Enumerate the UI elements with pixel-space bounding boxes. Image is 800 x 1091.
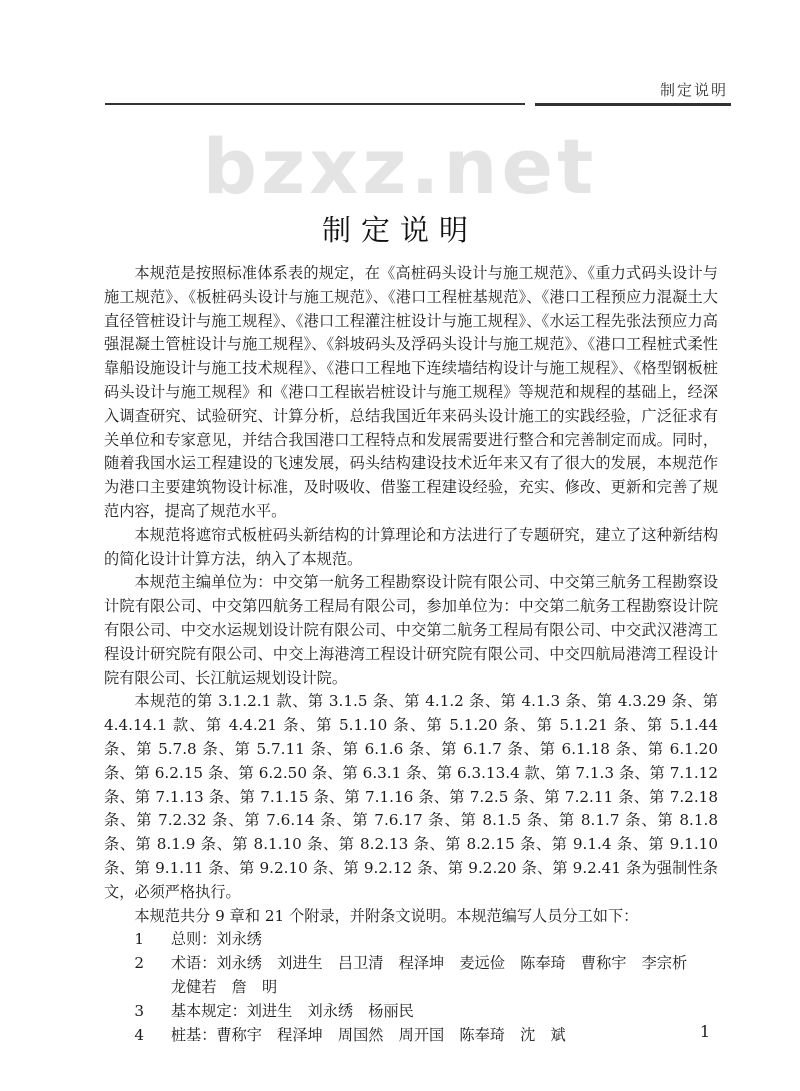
- staff-names: 总则：刘永绣: [170, 930, 262, 949]
- watermark: bzxz.net: [202, 122, 598, 211]
- paragraph-background: 本规范是按照标准体系表的规定，在《高桩码头设计与施工规范》、《重力式码头设计与施工规范》、《板桩码头设计与施工规范》、《港口工程桩基规范》、《港口工程预应力混凝土大直径管桩设计与施工规程》、《港口工程灌注桩设计与施工规程》、《水运工程先张法预应力高强混凝土管桩设计与施工规程》、《斜坡码头及浮码头设计与施工规范》、《港口工程桩式柔性靠船设施设计与施工技术规程》、《港口工程地下连续墙结构设计与施工规程》、《格型钢板桩码头设计与施工规程》和《港口工程嵌岩桩设计与施工规程》等规范和规程的基础上，经深入调查研究、试验研究、计算分析，总结我国近年来码头设计施工的实践经验，广泛征求有关单位和专家意见，并结合我国港口工程特点和发展需要进行整合和完善制定而成。同时，随着我国水运工程建设的飞速发展，码头结构建设技术近年来又有了很大的发展，本规范作为港口主要建筑物设计标准，及时吸收、借鉴工程建设经验，充实、修改、更新和完善了规范内容，提高了规范水平。: [104, 264, 718, 520]
- staff-item: [104, 1000, 718, 1024]
- paragraph-structure: 本规范共分 9 章和 21 个附录，并附条文说明。本规范编写人员分工如下：: [134, 906, 639, 925]
- running-head: 制定说明: [659, 81, 728, 99]
- staff-names-continued: 龙健若 詹 明: [170, 977, 278, 996]
- staff-names: 桩基：曹称宇 程泽坤 周国然 周开国 陈奉琦 沈 斌: [170, 1025, 566, 1044]
- paragraph-new-structure: 本规范将遮帘式板桩码头新结构的计算理论和方法进行了专题研究，建立了这种新结构的简化设计计算方法，纳入了本规范。: [104, 525, 718, 568]
- staff-names: 术语：刘永绣 刘进生 吕卫清 程泽坤 麦远俭 陈奉琦 曹称宇 李宗析: [170, 954, 688, 973]
- staff-list: [104, 928, 718, 1047]
- staff-number: 4: [134, 1025, 145, 1044]
- staff-number: 2: [134, 954, 145, 973]
- staff-number: 1: [134, 930, 145, 949]
- staff-number: 3: [134, 1001, 145, 1020]
- staff-item: [104, 928, 718, 952]
- header-rule: [105, 103, 525, 105]
- staff-item: [104, 952, 718, 976]
- paragraph-editors: 本规范主编单位为：中交第一航务工程勘察设计院有限公司、中交第三航务工程勘察设计院有限公司、中交第四航务工程局有限公司，参加单位为：中交第二航务工程勘察设计院有限公司、中交水运规划设计院有限公司、中交第二航务工程局有限公司、中交武汉港湾工程设计研究院有限公司、中交上海港湾工程设计研究院有限公司、中交四航局港湾工程设计院有限公司、长江航运规划设计院。: [104, 573, 718, 687]
- page-number: 1: [699, 1022, 710, 1041]
- header-rule-thick: [535, 103, 731, 106]
- body-text: [104, 262, 718, 1047]
- page-title: 制定说明: [321, 213, 478, 247]
- paragraph-mandatory-clauses: 本规范的第 3.1.2.1 款、第 3.1.5 条、第 4.1.2 条、第 4.1.3 条、第 4.3.29 条、第 4.4.14.1 款、第 4.4.21 条、第 5.1.10 条、第 5.1.20 条、第 5.1.21 条、第 5.1.44 条、第 5.7.8 条、第 5.7.11 条、第 6.1.6 条、第 6.1.7 条、第 6.1.18 条、第 6.1.20 条、第 6.2.15 条、第 6.2.50 条、第 6.3.1 条、第 6.3.13.4 款、第 7.1.3 条、第 7.1.12 条、第 7.1.13 条、第 7.1.15 条、第 7.1.16 条、第 7.2.5 条、第 7.2.11 条、第 7.2.18 条、第 7.2.32 条、第 7.6.14 条、第 7.6.17 条、第 8.1.5 条、第 8.1.7 条、第 8.1.8 条、第 8.1.9 条、第 8.1.10 条、第 8.2.13 条、第 8.2.15 条、第 9.1.4 条、第 9.1.10 条、第 9.1.11 条、第 9.2.10 条、第 9.2.12 条、第 9.2.20 条、第 9.2.41 条为强制性条文，必须严格执行。: [104, 692, 718, 901]
- staff-names: 基本规定：刘进生 刘永绣 杨丽民: [170, 1001, 414, 1020]
- staff-item: [104, 1024, 718, 1048]
